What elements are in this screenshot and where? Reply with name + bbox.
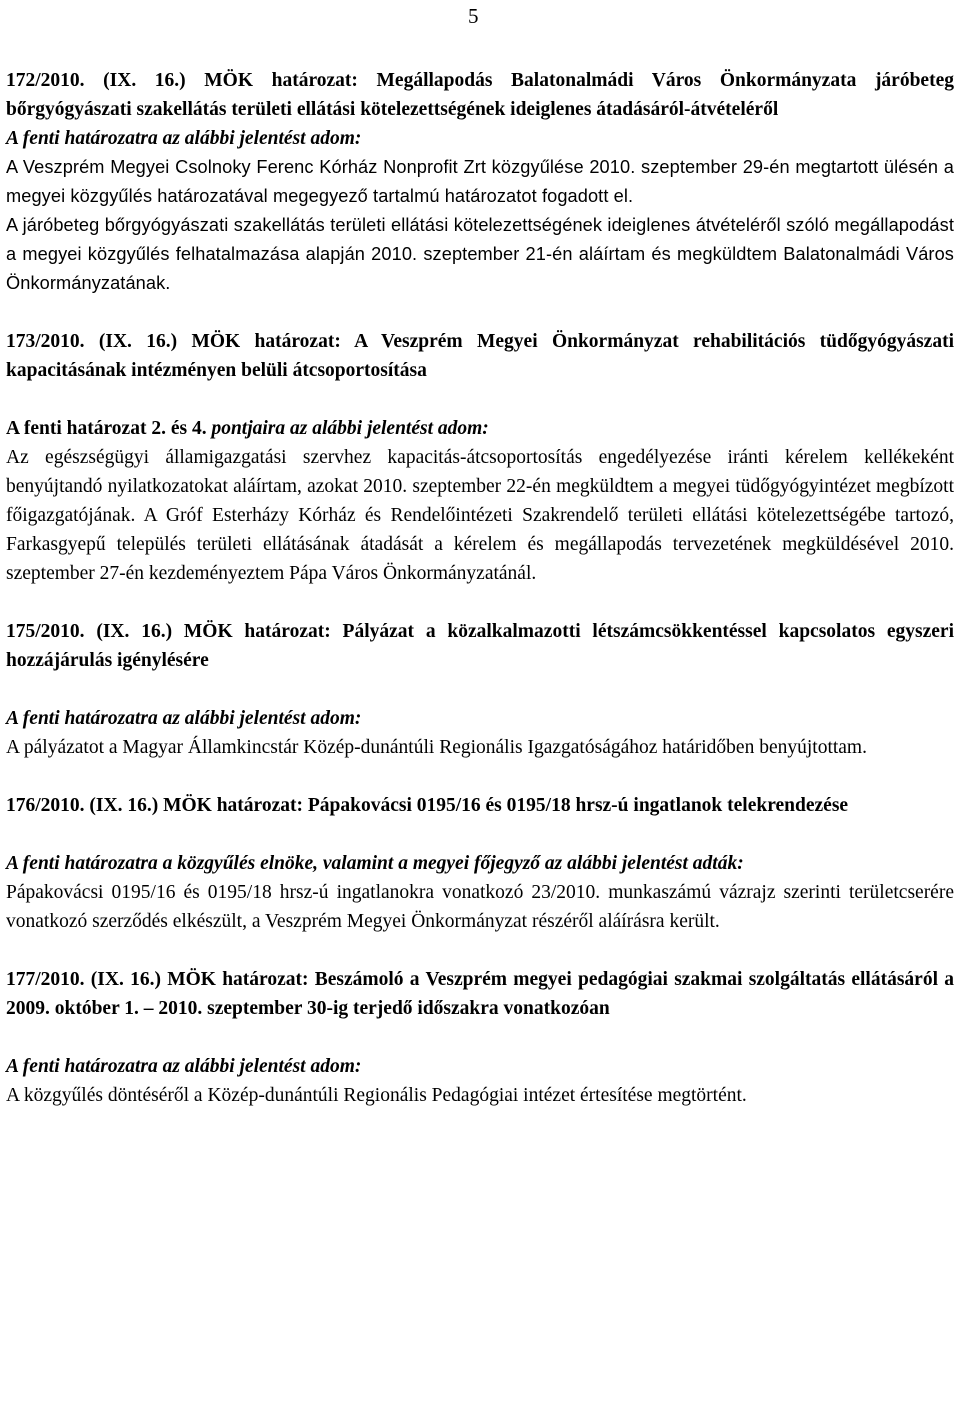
document-body (6, 66, 954, 1110)
report-paragraph: A Veszprém Megyei Csolnoky Ferenc Kórház Nonprofit Zrt közgyűlése 2010. szeptember 29-én megtartott ülésén a megyei közgyűlés határozatával megegyező tartalmú határozatot fogadott el. (6, 157, 954, 206)
resolution-title: 172/2010. (IX. 16.) MÖK határozat: Megállapodás Balatonalmádi Város Önkormányzata járóbeteg bőrgyógyászati szakellátás területi ellátási kötelezettségének ideiglenes átadásáról-átvételéről (6, 70, 954, 120)
report-lead-prefix: A fenti határozat 2. és 4. (6, 418, 207, 439)
resolution-172 (6, 66, 954, 298)
resolution-title: 173/2010. (IX. 16.) MÖK határozat: A Veszprém Megyei Önkormányzat rehabilitációs tüdőgyógyászati kapacitásának intézményen belüli átcsoportosítása (6, 331, 954, 381)
report-paragraph: Az egészségügyi államigazgatási szervhez kapacitás-átcsoportosítás engedélyezése iránti kérelem kellékeként benyújtandó nyilatkozatokat aláírtam, azokat 2010. szeptember 22-én megküldtem a megyei tüdőgyógyintézet megbízott főigazgatójának. A Gróf Esterházy Kórház és Rendelőintézeti Szakrendelő területi ellátási kötelezettségébe tartozó, Farkasgyepű település területi ellátásának átadását a kérelem és megállapodás tervezetének megküldésével 2010. szeptember 27-én kezdeményeztem Pápa Város Önkormányzatánál. (6, 447, 954, 584)
resolution-title: 176/2010. (IX. 16.) MÖK határozat: Pápakovácsi 0195/16 és 0195/18 hrsz-ú ingatlanok telekrendezése (6, 795, 849, 816)
report-lead: A fenti határozatra a közgyűlés elnöke, valamint a megyei főjegyző az alábbi jelentést adták: (6, 853, 744, 874)
report-paragraph: A pályázatot a Magyar Államkincstár Közép-dunántúli Regionális Igazgatóságához határidőben benyújtottam. (6, 737, 867, 758)
resolution-173 (6, 327, 954, 588)
report-lead-suffix: pontjaira az alábbi jelentést adom: (206, 418, 489, 439)
report-lead: A fenti határozatra az alábbi jelentést adom: (6, 1056, 362, 1077)
report-paragraph: A járóbeteg bőrgyógyászati szakellátás területi ellátási kötelezettségének ideiglenes átvételéről szóló megállapodást a megyei közgyűlés felhatalmazása alapján 2010. szeptember 21-én aláírtam és megküldtem Balatonalmádi Város Önkormányzatának. (6, 215, 954, 293)
resolution-176 (6, 791, 954, 936)
report-lead (6, 414, 954, 443)
report-paragraph: Pápakovácsi 0195/16 és 0195/18 hrsz-ú ingatlanokra vonatkozó 23/2010. munkaszámú vázrajz szerinti területcserére vonatkozó szerződés elkészült, a Veszprém Megyei Önkormányzat részéről aláírásra került. (6, 882, 954, 932)
page-number: 5 (468, 4, 479, 28)
report-paragraph: A közgyűlés döntéséről a Közép-dunántúli Regionális Pedagógiai intézet értesítése megtörtént. (6, 1085, 747, 1106)
resolution-177 (6, 965, 954, 1110)
resolution-175 (6, 617, 954, 762)
report-lead: A fenti határozatra az alábbi jelentést adom: (6, 708, 362, 729)
report-lead: A fenti határozatra az alábbi jelentést adom: (6, 128, 362, 149)
resolution-title: 177/2010. (IX. 16.) MÖK határozat: Beszámoló a Veszprém megyei pedagógiai szakmai szolgáltatás ellátásáról a 2009. október 1. – 2010. szeptember 30-ig terjedő időszakra vonatkozóan (6, 969, 954, 1019)
resolution-title: 175/2010. (IX. 16.) MÖK határozat: Pályázat a közalkalmazotti létszámcsökkentéssel kapcsolatos egyszeri hozzájárulás igénylésére (6, 621, 954, 671)
